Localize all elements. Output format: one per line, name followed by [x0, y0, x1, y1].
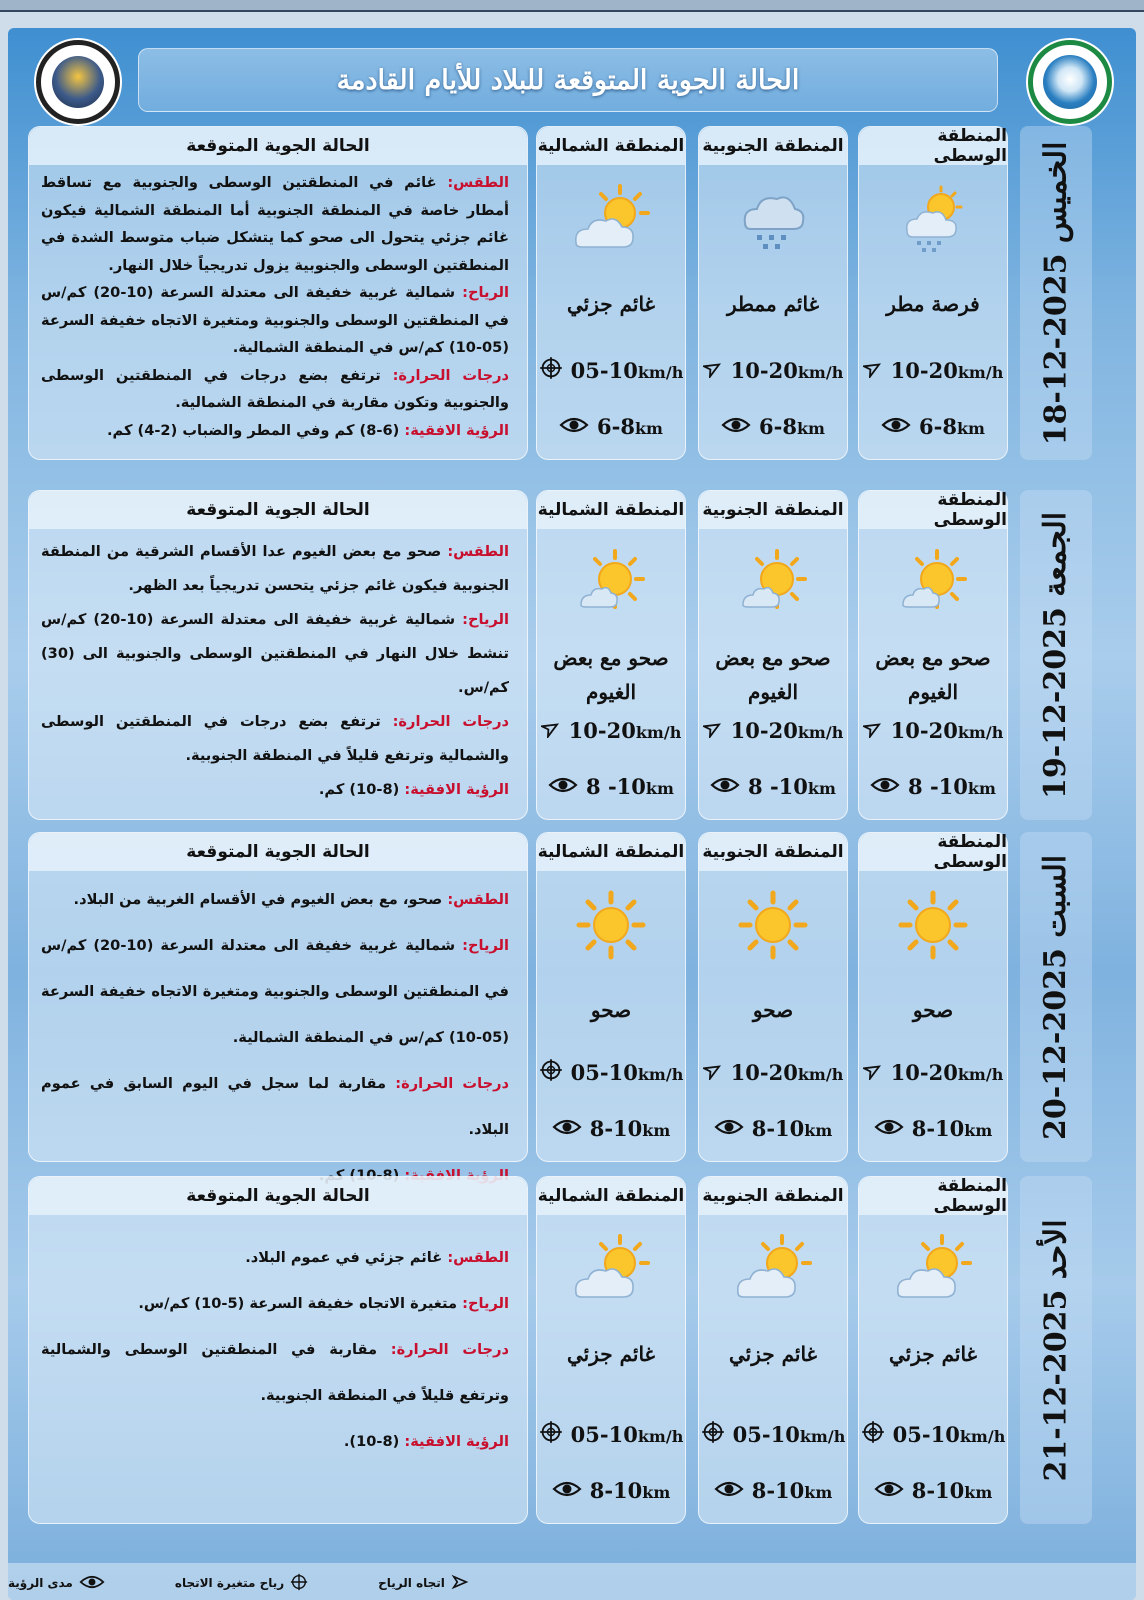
wind-unit: km/h: [637, 1064, 684, 1084]
page-title: الحالة الجوية المتوقعة للبلاد للأيام القادمة: [336, 64, 800, 96]
description-body: [29, 529, 527, 807]
region-panel: [858, 832, 1008, 1162]
temps-paragraph: [41, 1327, 509, 1419]
region-panel: [858, 1176, 1008, 1524]
day-date: الخميس 2025-12-18: [1038, 141, 1074, 445]
wind-speed: [537, 713, 685, 747]
day-date-cell: [1020, 1176, 1092, 1524]
wind-unit: km/h: [957, 722, 1004, 742]
region-panel: [536, 126, 686, 460]
wind-direction-icon: [863, 718, 883, 743]
sunny-icon: [737, 889, 809, 965]
forecast-description-panel: [28, 126, 528, 460]
day-date-cell: [1020, 832, 1092, 1162]
visibility-range: [537, 1111, 685, 1145]
winds-paragraph: [41, 603, 509, 705]
wind-speed: [537, 353, 685, 387]
weather-paragraph: [41, 169, 509, 279]
wind-value: 05-10: [892, 1421, 960, 1447]
winds-text: شمالية غربية خفيفة الى معتدلة السرعة (10-20) كم/س في المنطقتين الوسطى والجنوبية ومتغيرة الاتجاه خفيفة السرعة (05-10) كم/س في المنطقة الشمالية.: [41, 937, 509, 1046]
wind-speed: [699, 1417, 847, 1451]
description-title: الحالة الجوية المتوقعة: [29, 833, 527, 871]
description-body: [29, 871, 527, 1199]
winds-label: الرياح:: [462, 1295, 509, 1312]
weather-text: غائم جزئي في عموم البلاد.: [245, 1249, 443, 1266]
wind-unit: km/h: [635, 722, 682, 742]
visibility-range: [537, 769, 685, 803]
visibility-value: 8 -10: [586, 773, 646, 799]
weather-condition: غائم جزئي: [566, 1342, 656, 1366]
forecast-description-panel: [28, 1176, 528, 1524]
header-banner: [138, 48, 998, 112]
eye-icon: [881, 414, 911, 439]
visibility-value: 8-10: [589, 1115, 643, 1141]
visibility-unit: km: [807, 778, 836, 798]
legend-item-visibility: [8, 1574, 105, 1593]
winds-label: الرياح:: [462, 284, 509, 301]
wind-direction-icon: [451, 1573, 469, 1594]
winds-paragraph: [41, 923, 509, 1061]
weather-condition: فرصة مطر: [886, 292, 980, 316]
variable-wind-icon: [539, 1420, 563, 1449]
visibility-text: (8-10).: [343, 1433, 400, 1450]
winds-text: شمالية غربية خفيفة الى معتدلة السرعة (10-20) كم/س في المنطقتين الوسطى والجنوبية ومتغيرة الاتجاه خفيفة السرعة (05-10) كم/س في المنطقة الشمالية.: [41, 284, 509, 356]
wind-value: 05-10: [570, 1421, 638, 1447]
winds-text: شمالية غربية خفيفة الى معتدلة السرعة (10-20) كم/س تنشط خلال النهار في المنطقتين الوسطى والجنوبية الى (30) كم/س.: [41, 611, 509, 696]
weather-condition: صحو: [752, 998, 794, 1022]
partly-cloudy-icon: [732, 1233, 814, 1309]
temps-paragraph: [41, 1061, 509, 1153]
description-title: الحالة الجوية المتوقعة: [29, 1177, 527, 1215]
sun-few-clouds-icon: [575, 547, 647, 623]
wind-speed: [537, 1417, 685, 1451]
description-body: [29, 1215, 527, 1465]
weather-text: غائم في المنطقتين الوسطى والجنوبية مع تساقط أمطار خاصة في المنطقة الجنوبية أما المنطقة الشمالية فيكون غائم جزئي يتحول الى صحو كما يتشكل ضباب متوسط الشدة في المنطقتين الوسطى والجنوبية يزول تدريجياً خلال النهار.: [41, 174, 509, 274]
visibility-value: 8-10: [911, 1115, 965, 1141]
weather-condition: غائم جزئي: [728, 1342, 818, 1366]
description-body: [29, 165, 527, 444]
day-date: الجمعة 2025-12-19: [1038, 511, 1074, 799]
visibility-range: [859, 1473, 1007, 1507]
visibility-unit: km: [634, 418, 663, 438]
visibility-unit: km: [796, 418, 825, 438]
weather-condition: صحو: [912, 998, 954, 1022]
eye-icon: [870, 774, 900, 799]
legend-label: رياح متغيرة الاتجاه: [174, 1576, 285, 1590]
visibility-unit: km: [804, 1482, 833, 1502]
wind-speed: [699, 353, 847, 387]
temps-paragraph: [41, 362, 509, 417]
region-panel: [698, 490, 848, 820]
description-title: الحالة الجوية المتوقعة: [29, 491, 527, 529]
weather-condition: غائم جزئي: [888, 1342, 978, 1366]
visibility-label: الرؤية الافقية:: [404, 421, 509, 439]
legend-bar: [8, 1563, 1136, 1600]
rainy-cloud-icon: [737, 183, 809, 259]
visibility-paragraph: [41, 417, 509, 445]
region-panel: [536, 1176, 686, 1524]
temps-text: ترتفع بضع درجات في المنطقتين الوسطى والشمالية وترتفع قليلاً في المنطقة الجنوبية.: [41, 713, 509, 764]
visibility-range: [699, 1111, 847, 1145]
sunny-icon: [575, 889, 647, 965]
region-panel: [858, 126, 1008, 460]
weather-condition: صحو: [590, 998, 632, 1022]
weather-forecasting-logo: [36, 40, 120, 124]
weather-paragraph: [41, 877, 509, 923]
temps-label: درجات الحرارة:: [395, 1075, 509, 1092]
wind-speed: [859, 1417, 1007, 1451]
wind-value: 10-20: [568, 717, 636, 743]
visibility-paragraph: [41, 773, 509, 807]
eye-icon: [548, 774, 578, 799]
wind-direction-icon: [863, 358, 883, 383]
winds-paragraph: [41, 279, 509, 362]
legend-item-variable-wind: [175, 1573, 308, 1594]
temps-label: درجات الحرارة:: [390, 1341, 509, 1358]
visibility-label: الرؤية الافقية:: [404, 781, 509, 798]
visibility-text: (8-10) كم.: [318, 781, 400, 798]
visibility-unit: km: [645, 778, 674, 798]
eye-icon: [874, 1478, 904, 1503]
forecast-description-panel: [28, 490, 528, 820]
visibility-value: 6-8: [759, 413, 797, 439]
temps-paragraph: [41, 705, 509, 773]
wind-direction-icon: [703, 718, 723, 743]
region-name: المنطقة الجنوبية: [699, 1177, 847, 1215]
wind-direction-icon: [703, 358, 723, 383]
visibility-unit: km: [967, 778, 996, 798]
meteorology-authority-logo: [1028, 40, 1112, 124]
winds-label: الرياح:: [462, 937, 509, 954]
temps-label: درجات الحرارة:: [392, 713, 509, 730]
visibility-paragraph: [41, 1419, 509, 1465]
visibility-range: [859, 1111, 1007, 1145]
region-panel: [536, 832, 686, 1162]
variable-wind-icon: [290, 1573, 308, 1594]
day-date: السبت 2025-12-20: [1038, 854, 1074, 1140]
eye-icon: [714, 1478, 744, 1503]
visibility-value: 8-10: [589, 1477, 643, 1503]
region-panel: [698, 1176, 848, 1524]
visibility-unit: km: [964, 1120, 993, 1140]
partly-cloudy-icon: [570, 1233, 652, 1309]
sun-few-clouds-icon: [737, 547, 809, 623]
wind-direction-icon: [703, 1060, 723, 1085]
region-panel: [698, 832, 848, 1162]
visibility-value: 8 -10: [908, 773, 968, 799]
region-name: المنطقة الوسطى: [859, 491, 1007, 529]
weather-label: الطقس:: [447, 1249, 509, 1266]
region-panel: [536, 490, 686, 820]
weather-condition: صحو مع بعض الغيوم: [875, 646, 991, 704]
visibility-range: [699, 409, 847, 443]
wind-value: 10-20: [730, 357, 798, 383]
region-name: المنطقة الوسطى: [859, 1177, 1007, 1215]
wind-unit: km/h: [959, 1426, 1006, 1446]
sun-few-clouds-icon: [897, 547, 969, 623]
visibility-range: [537, 1473, 685, 1507]
temps-text: ترتفع بضع درجات في المنطقتين الوسطى والجنوبية وتكون مقاربة في المنطقة الشمالية.: [41, 366, 509, 411]
eye-icon: [714, 1116, 744, 1141]
wind-direction-icon: [863, 1060, 883, 1085]
temps-text: مقاربة في المنطقتين الوسطى والشمالية وترتفع قليلاً في المنطقة الجنوبية.: [41, 1341, 509, 1404]
region-name: المنطقة الشمالية: [537, 127, 685, 165]
forecast-description-panel: [28, 832, 528, 1162]
wind-value: 05-10: [570, 357, 638, 383]
region-name: المنطقة الجنوبية: [699, 491, 847, 529]
visibility-label: الرؤية الافقية:: [404, 1433, 509, 1450]
day-date: الأحد 2025-12-21: [1038, 1218, 1074, 1482]
wind-value: 05-10: [570, 1059, 638, 1085]
variable-wind-icon: [539, 356, 563, 385]
weather-condition: غائم ممطر: [726, 292, 820, 316]
wind-direction-icon: [541, 718, 561, 743]
eye-icon: [552, 1116, 582, 1141]
visibility-value: 8 -10: [748, 773, 808, 799]
weather-paragraph: [41, 1235, 509, 1281]
region-name: المنطقة الوسطى: [859, 833, 1007, 871]
weather-label: الطقس:: [447, 891, 509, 908]
wind-unit: km/h: [799, 1426, 846, 1446]
eye-icon: [559, 414, 589, 439]
visibility-value: 6-8: [597, 413, 635, 439]
eye-icon: [552, 1478, 582, 1503]
region-panel: [698, 126, 848, 460]
region-name: المنطقة الشمالية: [537, 491, 685, 529]
wind-unit: km/h: [637, 1426, 684, 1446]
weather-label: الطقس:: [447, 174, 509, 191]
region-panel: [858, 490, 1008, 820]
day-date-cell: [1020, 126, 1092, 460]
visibility-unit: km: [964, 1482, 993, 1502]
winds-text: متغيرة الاتجاه خفيفة السرعة (5-10) كم/س.: [138, 1295, 458, 1312]
wind-speed: [537, 1055, 685, 1089]
wind-unit: km/h: [957, 1064, 1004, 1084]
visibility-value: 8-10: [751, 1115, 805, 1141]
winds-label: الرياح:: [462, 611, 509, 628]
region-name: المنطقة الوسطى: [859, 127, 1007, 165]
visibility-value: 8-10: [911, 1477, 965, 1503]
winds-paragraph: [41, 1281, 509, 1327]
eye-icon: [874, 1116, 904, 1141]
wind-unit: km/h: [797, 362, 844, 382]
weather-paragraph: [41, 535, 509, 603]
visibility-unit: km: [804, 1120, 833, 1140]
forecast-bulletin: [8, 28, 1136, 1600]
region-name: المنطقة الجنوبية: [699, 127, 847, 165]
visibility-unit: km: [642, 1482, 671, 1502]
visibility-range: [859, 769, 1007, 803]
wind-speed: [699, 1055, 847, 1089]
visibility-unit: km: [642, 1120, 671, 1140]
legend-label: مدى الرؤية: [8, 1576, 73, 1590]
variable-wind-icon: [701, 1420, 725, 1449]
visibility-text: (6-8) كم وفي المطر والضباب (2-4) كم.: [106, 421, 400, 439]
weather-label: الطقس:: [447, 543, 509, 560]
wind-speed: [859, 353, 1007, 387]
temps-label: درجات الحرارة:: [392, 366, 509, 384]
eye-icon: [710, 774, 740, 799]
visibility-value: 6-8: [919, 413, 957, 439]
legend-item-wind-direction: [378, 1573, 469, 1594]
partly-cloudy-icon: [892, 1233, 974, 1309]
wind-value: 10-20: [890, 717, 958, 743]
weather-condition: غائم جزئي: [566, 292, 656, 316]
eye-icon: [79, 1574, 105, 1593]
wind-speed: [699, 713, 847, 747]
visibility-range: [699, 769, 847, 803]
description-title: الحالة الجوية المتوقعة: [29, 127, 527, 165]
weather-text: صحو مع بعض الغيوم عدا الأقسام الشرقية من المنطقة الجنوبية فيكون غائم جزئي يتحسن تدريجياً بعد الظهر.: [41, 543, 509, 594]
partly-cloudy-icon: [570, 183, 652, 259]
visibility-range: [537, 409, 685, 443]
wind-value: 05-10: [732, 1421, 800, 1447]
visibility-range: [859, 409, 1007, 443]
visibility-range: [699, 1473, 847, 1507]
sunny-icon: [897, 889, 969, 965]
legend-label: اتجاه الرياح: [378, 1576, 445, 1590]
wind-unit: km/h: [797, 1064, 844, 1084]
weather-condition: صحو مع بعض الغيوم: [553, 646, 669, 704]
visibility-value: 8-10: [751, 1477, 805, 1503]
temps-text: مقاربة لما سجل في اليوم السابق في عموم البلاد.: [41, 1075, 509, 1138]
region-name: المنطقة الجنوبية: [699, 833, 847, 871]
wind-value: 10-20: [730, 1059, 798, 1085]
wind-speed: [859, 1055, 1007, 1089]
region-name: المنطقة الشمالية: [537, 833, 685, 871]
wind-value: 10-20: [890, 1059, 958, 1085]
weather-text: صحو، مع بعض الغيوم في الأقسام الغربية من البلاد.: [73, 891, 443, 908]
eye-icon: [721, 414, 751, 439]
wind-unit: km/h: [637, 362, 684, 382]
wind-value: 10-20: [730, 717, 798, 743]
weather-condition: صحو مع بعض الغيوم: [715, 646, 831, 704]
variable-wind-icon: [539, 1058, 563, 1087]
wind-unit: km/h: [797, 722, 844, 742]
rain-chance-icon: [897, 183, 969, 259]
variable-wind-icon: [861, 1420, 885, 1449]
wind-value: 10-20: [890, 357, 958, 383]
visibility-unit: km: [956, 418, 985, 438]
region-name: المنطقة الشمالية: [537, 1177, 685, 1215]
wind-unit: km/h: [957, 362, 1004, 382]
top-strip: [0, 0, 1144, 12]
day-date-cell: [1020, 490, 1092, 820]
wind-speed: [859, 713, 1007, 747]
